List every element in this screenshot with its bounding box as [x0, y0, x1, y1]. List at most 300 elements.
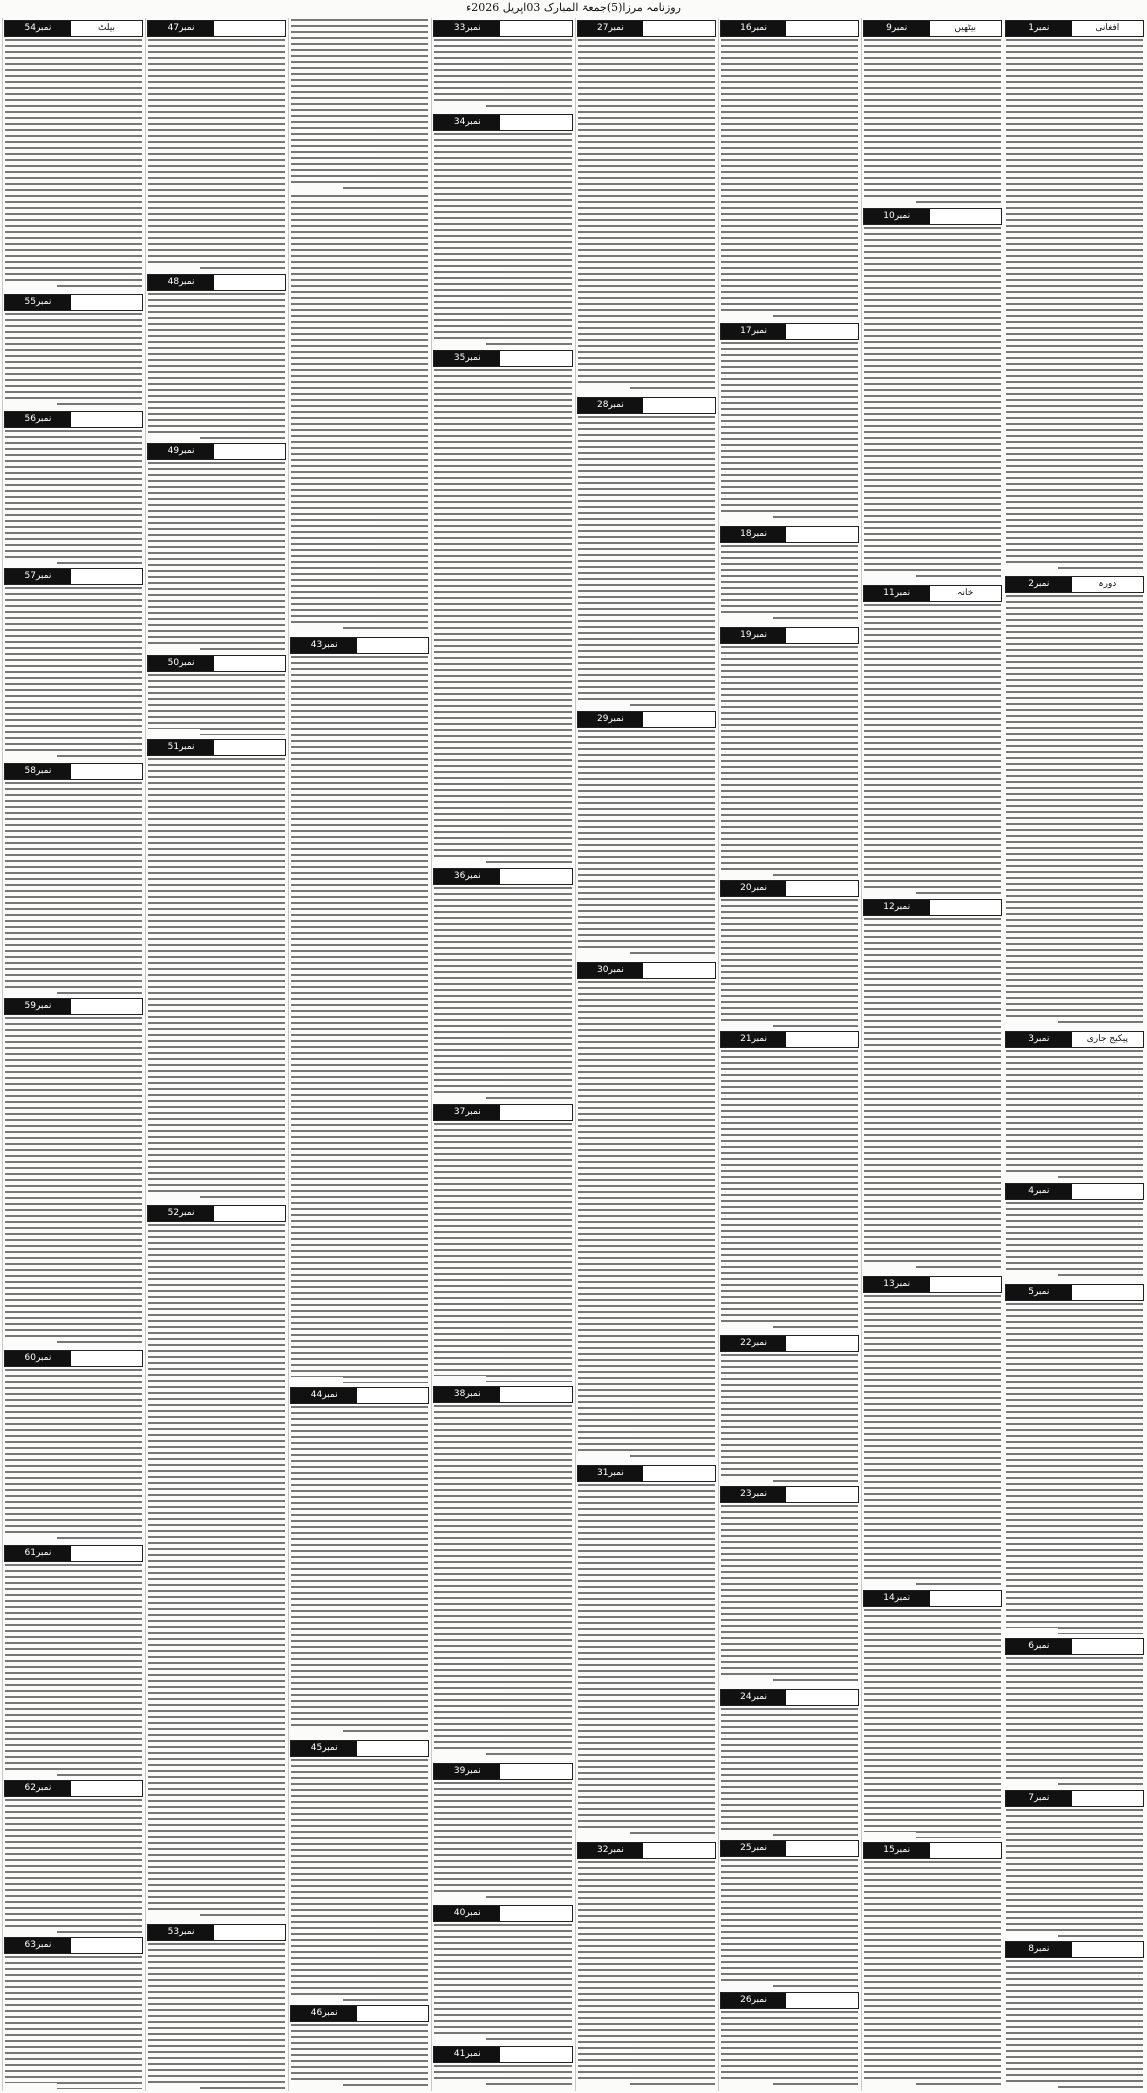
notice-body-text	[148, 758, 285, 1200]
notice-number: نمبر29	[578, 712, 644, 727]
notice-title	[71, 295, 142, 310]
notice-item	[289, 1738, 430, 2003]
notice-number: نمبر8	[1006, 1942, 1072, 1957]
notice-number: نمبر23	[721, 1487, 787, 1502]
notice-item	[3, 1778, 144, 1934]
notice-number: نمبر40	[434, 1906, 500, 1921]
notice-body-text	[864, 1609, 1001, 1837]
notice-column	[718, 18, 860, 2091]
notice-title: افغانی	[1072, 21, 1143, 36]
notice-title	[214, 1925, 285, 1940]
notice-header	[4, 411, 143, 428]
notice-body-text	[721, 2011, 858, 2089]
notice-number: نمبر32	[578, 1843, 644, 1858]
notice-column	[145, 18, 287, 2091]
notice-body-text	[721, 646, 858, 876]
notice-number: نمبر41	[434, 2047, 500, 2062]
notice-body-text	[434, 1924, 571, 2042]
notice-title	[500, 351, 571, 366]
notice-column	[431, 18, 573, 2091]
notice-number: نمبر61	[5, 1546, 71, 1561]
notice-title	[71, 999, 142, 1014]
notice-item	[146, 653, 287, 738]
notice-item	[719, 1838, 860, 1990]
notice-body-text	[148, 1943, 285, 2089]
notice-item	[719, 1029, 860, 1332]
notice-item	[1004, 1788, 1145, 1940]
notice-body-text	[578, 730, 715, 958]
notice-title	[214, 21, 285, 36]
notice-title	[786, 21, 857, 36]
notice-item	[1004, 1939, 1145, 2091]
notice-number: نمبر36	[434, 869, 500, 884]
notice-header	[863, 20, 1002, 37]
notice-item	[146, 1922, 287, 2091]
notice-header	[1005, 1790, 1144, 1807]
notice-header	[863, 585, 1002, 602]
notice-body-text	[864, 39, 1001, 204]
notice-header	[147, 1205, 286, 1222]
notice-number: نمبر2	[1006, 577, 1072, 592]
notice-number: نمبر48	[148, 275, 214, 290]
notice-item	[719, 524, 860, 625]
notice-body-text	[721, 1859, 858, 1988]
notice-number: نمبر50	[148, 656, 214, 671]
notice-number: نمبر24	[721, 1690, 787, 1705]
notice-item	[289, 1385, 430, 1738]
notice-header	[720, 627, 859, 644]
notice-number: نمبر1	[1006, 21, 1072, 36]
notice-number: نمبر4	[1006, 1184, 1072, 1199]
notice-body-text	[864, 227, 1001, 581]
notice-number: نمبر27	[578, 21, 644, 36]
notice-item	[719, 1990, 860, 2091]
notice-header	[863, 208, 1002, 225]
notice-column	[1004, 18, 1145, 2091]
notice-title	[786, 527, 857, 542]
notice-item	[432, 1903, 573, 2044]
notice-item	[862, 1274, 1003, 1588]
notice-body-text	[578, 39, 715, 393]
notice-body-text	[5, 587, 142, 760]
notice-number: نمبر38	[434, 1387, 500, 1402]
notice-item	[862, 206, 1003, 583]
notice-title	[1072, 1942, 1143, 1957]
notice-body-text	[291, 2024, 428, 2089]
notice-body-text	[148, 293, 285, 439]
notice-title: بیلٹ	[71, 21, 142, 36]
notice-body-text	[5, 1956, 142, 2089]
notice-column	[575, 18, 717, 2091]
notice-item	[719, 18, 860, 321]
notice-item	[432, 2044, 573, 2091]
notice-number: نمبر43	[291, 638, 357, 653]
notice-header	[577, 1465, 716, 1482]
notice-title	[357, 1741, 428, 1756]
notice-header	[147, 274, 286, 291]
notice-body-text	[291, 1759, 428, 2001]
notice-header	[290, 2005, 429, 2022]
notice-body-text	[1006, 595, 1143, 1027]
notice-body-text	[721, 342, 858, 521]
notice-number: نمبر16	[721, 21, 787, 36]
notice-columns	[2, 18, 1145, 2091]
notice-number: نمبر6	[1006, 1639, 1072, 1654]
notice-header	[433, 1905, 572, 1922]
notice-number: نمبر7	[1006, 1791, 1072, 1806]
notice-header	[4, 1350, 143, 1367]
notice-number: نمبر35	[434, 351, 500, 366]
notice-header	[1005, 1284, 1144, 1301]
notice-header	[577, 20, 716, 37]
notice-number: نمبر45	[291, 1741, 357, 1756]
notice-title	[930, 1843, 1001, 1858]
notice-title	[500, 21, 571, 36]
notice-body-text	[1006, 1202, 1143, 1280]
notice-title	[930, 1277, 1001, 1292]
notice-title	[1072, 1639, 1143, 1654]
notice-header	[290, 1740, 429, 1757]
notice-item	[3, 409, 144, 565]
notice-body-text	[434, 369, 571, 864]
notice-body-text	[434, 887, 571, 1100]
notice-header	[4, 763, 143, 780]
notice-body-text	[721, 1505, 858, 1684]
notice-title: دورہ	[1072, 577, 1143, 592]
notice-number: نمبر37	[434, 1105, 500, 1120]
notice-number: نمبر21	[721, 1032, 787, 1047]
notice-item	[719, 878, 860, 1030]
notice-body-text	[148, 462, 285, 651]
notice-body-text	[1006, 1809, 1143, 1938]
notice-header	[720, 1689, 859, 1706]
notice-number: نمبر51	[148, 740, 214, 755]
notice-number: نمبر44	[291, 1388, 357, 1403]
notice-number: نمبر20	[721, 881, 787, 896]
notice-item	[862, 1588, 1003, 1839]
notice-body-text	[1006, 39, 1143, 572]
notice-item	[576, 18, 717, 395]
notice-number: نمبر14	[864, 1591, 930, 1606]
notice-body-text	[434, 1782, 571, 1900]
notice-body-text	[721, 39, 858, 319]
notice-column	[2, 18, 144, 2091]
notice-header	[4, 294, 143, 311]
notice-title	[643, 712, 714, 727]
notice-item	[862, 897, 1003, 1274]
notice-item	[432, 1102, 573, 1385]
notice-title	[500, 1105, 571, 1120]
notice-item	[1004, 18, 1145, 574]
notice-title	[71, 412, 142, 427]
notice-item	[719, 1333, 860, 1485]
notice-body-text	[5, 313, 142, 407]
notice-title	[786, 628, 857, 643]
notice-header	[863, 1590, 1002, 1607]
notice-number: نمبر60	[5, 1351, 71, 1366]
notice-title	[214, 275, 285, 290]
notice-number: نمبر46	[291, 2006, 357, 2021]
notice-body-text	[148, 1224, 285, 1920]
notice-body-text	[5, 1564, 142, 1776]
notice-body-text	[721, 1050, 858, 1330]
notice-body-text	[1006, 1050, 1143, 1179]
notice-item	[1004, 1636, 1145, 1788]
notice-title	[500, 1387, 571, 1402]
notice-number: نمبر30	[578, 963, 644, 978]
notice-title	[71, 1351, 142, 1366]
notice-header	[1005, 1941, 1144, 1958]
notice-number: نمبر58	[5, 764, 71, 779]
notice-body-text	[291, 656, 428, 1383]
notice-number: نمبر9	[864, 21, 930, 36]
notice-item	[146, 272, 287, 441]
notice-title	[71, 1546, 142, 1561]
notice-header	[433, 20, 572, 37]
notice-body-text	[721, 545, 858, 623]
notice-header	[863, 1842, 1002, 1859]
notice-header	[4, 568, 143, 585]
notice-body-text	[1006, 1657, 1143, 1786]
notice-title	[643, 398, 714, 413]
notice-item	[3, 292, 144, 409]
notice-header	[290, 637, 429, 654]
notice-number: نمبر54	[5, 21, 71, 36]
notice-item	[432, 112, 573, 348]
notice-body-text	[5, 1369, 142, 1542]
notice-body-text	[434, 133, 571, 346]
notice-item	[1004, 1181, 1145, 1282]
notice-title	[643, 963, 714, 978]
notice-item	[576, 395, 717, 709]
notice-header	[147, 655, 286, 672]
notice-body-text	[148, 39, 285, 270]
notice-title	[786, 1487, 857, 1502]
notice-title	[214, 656, 285, 671]
notice-item	[719, 1484, 860, 1686]
notice-body-text	[434, 2065, 571, 2089]
notice-item	[719, 321, 860, 523]
notice-item	[289, 2003, 430, 2091]
notice-item	[146, 737, 287, 1202]
notice-item	[719, 625, 860, 878]
notice-title	[71, 569, 142, 584]
notice-header	[433, 350, 572, 367]
notice-item	[432, 348, 573, 866]
notice-number: نمبر3	[1006, 1032, 1072, 1047]
notice-body-text	[5, 782, 142, 994]
notice-item	[432, 1761, 573, 1902]
notice-item	[432, 866, 573, 1102]
notice-header	[720, 323, 859, 340]
notice-number: نمبر25	[721, 1841, 787, 1856]
notice-number: نمبر10	[864, 209, 930, 224]
notice-header	[433, 2046, 572, 2063]
notice-number: نمبر63	[5, 1938, 71, 1953]
notice-body-text	[291, 19, 428, 192]
notice-body-text	[578, 981, 715, 1461]
notice-number: نمبر19	[721, 628, 787, 643]
notice-body-text	[1006, 1960, 1143, 2089]
notice-body-text	[148, 674, 285, 736]
notice-number: نمبر26	[721, 1993, 787, 2008]
notice-header	[720, 1840, 859, 1857]
notice-number: نمبر62	[5, 1781, 71, 1796]
notice-title	[643, 1466, 714, 1481]
notice-number: نمبر57	[5, 569, 71, 584]
notice-item	[146, 18, 287, 272]
notice-body-text	[578, 1484, 715, 1838]
notice-title	[214, 1206, 285, 1221]
notice-body-text	[434, 39, 571, 110]
notice-title	[71, 1938, 142, 1953]
notice-item	[1004, 1282, 1145, 1636]
notice-number: نمبر52	[148, 1206, 214, 1221]
notice-item	[719, 1687, 860, 1839]
notice-title	[214, 444, 285, 459]
notice-item	[3, 1348, 144, 1544]
notice-item	[3, 1543, 144, 1778]
notice-header	[4, 20, 143, 37]
notice-item	[862, 1840, 1003, 2091]
notice-header	[720, 526, 859, 543]
notice-header	[577, 397, 716, 414]
notice-number: نمبر53	[148, 1925, 214, 1940]
notice-title	[786, 324, 857, 339]
notice-title	[1072, 1791, 1143, 1806]
notice-header	[1005, 576, 1144, 593]
notice-item	[862, 18, 1003, 206]
notice-title	[930, 900, 1001, 915]
notice-header	[4, 1937, 143, 1954]
notice-item	[146, 441, 287, 653]
notice-title	[357, 638, 428, 653]
notice-header	[147, 20, 286, 37]
notice-number: نمبر11	[864, 586, 930, 601]
notice-header	[863, 1276, 1002, 1293]
notice-number: نمبر34	[434, 115, 500, 130]
notice-title	[930, 209, 1001, 224]
notice-title	[643, 1843, 714, 1858]
notice-body-text	[721, 1708, 858, 1837]
notice-number: نمبر12	[864, 900, 930, 915]
notice-item	[3, 18, 144, 292]
notice-body-text	[864, 604, 1001, 895]
notice-item	[862, 583, 1003, 897]
notice-body-text	[5, 1799, 142, 1932]
notice-body-text	[578, 1861, 715, 2089]
notice-number: نمبر15	[864, 1843, 930, 1858]
notice-number: نمبر31	[578, 1466, 644, 1481]
notice-title: بیٹھیں	[930, 21, 1001, 36]
notice-header	[577, 962, 716, 979]
notice-body-text	[434, 1123, 571, 1383]
notice-body-text	[434, 1405, 571, 1759]
notice-title	[786, 881, 857, 896]
notice-header	[577, 1842, 716, 1859]
notice-item	[576, 1463, 717, 1840]
notice-title	[71, 764, 142, 779]
notice-item	[3, 566, 144, 762]
notice-header	[290, 1387, 429, 1404]
notice-body-text	[864, 1861, 1001, 2089]
notice-header	[1005, 1638, 1144, 1655]
notice-item	[3, 1935, 144, 2091]
notice-header	[863, 899, 1002, 916]
notice-body-text	[5, 39, 142, 290]
notice-number: نمبر56	[5, 412, 71, 427]
notice-body-text	[5, 430, 142, 563]
notice-header	[1005, 1031, 1144, 1048]
notice-title	[643, 21, 714, 36]
notice-body-text	[864, 1295, 1001, 1586]
notice-header	[720, 1031, 859, 1048]
notice-header	[577, 711, 716, 728]
notice-number: نمبر5	[1006, 1285, 1072, 1300]
notice-item	[289, 635, 430, 1385]
notice-header	[720, 880, 859, 897]
notice-header	[147, 443, 286, 460]
notice-title	[214, 740, 285, 755]
page-masthead: روزنامہ مرزا(5)جمعۃ المبارک 03اپریل 2026ء	[466, 1, 681, 14]
notice-column	[861, 18, 1003, 2091]
notice-header	[4, 1545, 143, 1562]
notice-header	[720, 1335, 859, 1352]
notice-number: نمبر39	[434, 1764, 500, 1779]
notice-number: نمبر17	[721, 324, 787, 339]
notice-body-text	[578, 416, 715, 707]
notice-body-text	[291, 1406, 428, 1736]
notice-header	[720, 1486, 859, 1503]
notice-title	[786, 1841, 857, 1856]
notice-header	[433, 1763, 572, 1780]
notice-item	[576, 709, 717, 960]
notice-item	[576, 1840, 717, 2091]
notice-title	[500, 1764, 571, 1779]
notice-title	[786, 1993, 857, 2008]
notice-item	[289, 194, 430, 635]
notice-item	[3, 996, 144, 1348]
notice-header	[147, 739, 286, 756]
notice-header	[720, 20, 859, 37]
notice-title	[786, 1032, 857, 1047]
notice-header	[433, 1104, 572, 1121]
notice-title	[786, 1336, 857, 1351]
notice-item	[3, 761, 144, 996]
notice-header	[433, 114, 572, 131]
notice-number: نمبر28	[578, 398, 644, 413]
notice-title	[500, 869, 571, 884]
notice-title	[357, 2006, 428, 2021]
notice-title	[500, 2047, 571, 2062]
notice-body-text	[291, 195, 428, 633]
notice-header	[433, 868, 572, 885]
notice-body-text	[721, 899, 858, 1028]
notice-body-text	[864, 918, 1001, 1272]
notice-column	[288, 18, 430, 2091]
notice-title	[500, 115, 571, 130]
notice-body-text	[1006, 1303, 1143, 1634]
notice-header	[720, 1992, 859, 2009]
notice-title	[1072, 1285, 1143, 1300]
notice-header	[4, 1780, 143, 1797]
notice-header	[433, 1386, 572, 1403]
notice-title	[357, 1388, 428, 1403]
notice-item	[432, 18, 573, 112]
notice-item	[1004, 1029, 1145, 1181]
notice-title: پیکیج جاری	[1072, 1032, 1143, 1047]
notice-title	[1072, 1184, 1143, 1199]
